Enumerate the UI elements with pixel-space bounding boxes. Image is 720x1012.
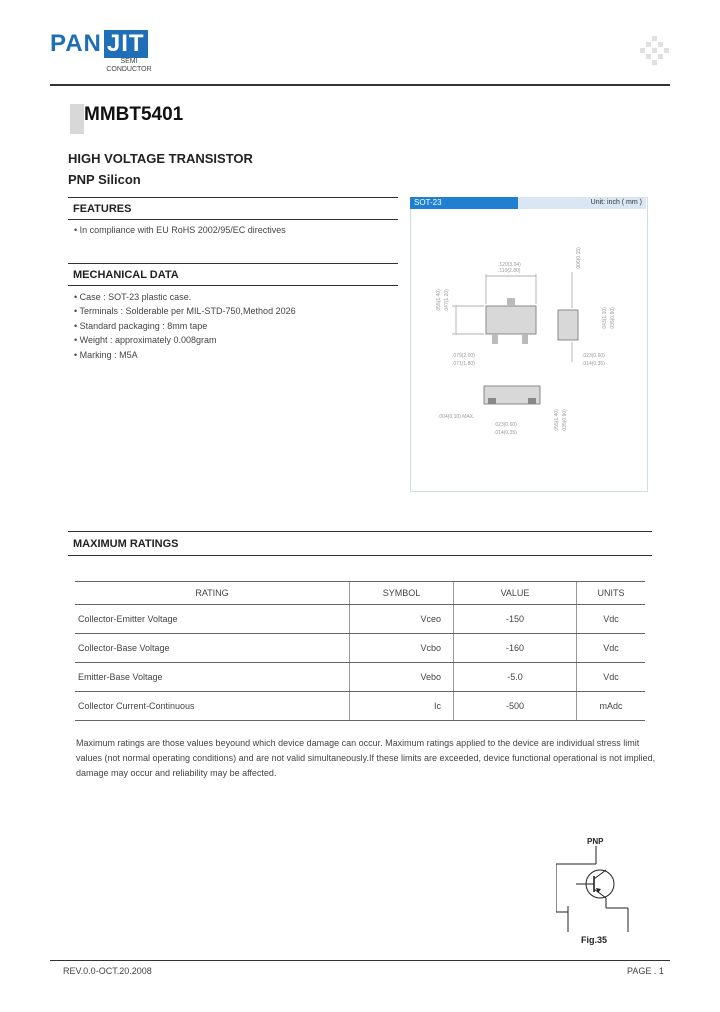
mechanical-item: • Marking : M5A: [74, 350, 138, 360]
revision-label: REV.0.0-OCT.20.2008: [63, 966, 152, 976]
brand-sub-line2: CONDUCTOR: [106, 66, 152, 73]
svg-text:.014(0.35): .014(0.35): [582, 361, 605, 367]
figure-caption: Fig.35: [581, 935, 608, 945]
brand-logo: [50, 30, 148, 58]
cell-units: Vdc: [577, 663, 646, 692]
col-value: VALUE: [454, 582, 577, 605]
mechanical-item: • Standard packaging : 8mm tape: [74, 321, 208, 331]
cell-symbol: Vcbo: [350, 634, 454, 663]
svg-text:.120(3.04): .120(3.04): [498, 262, 521, 268]
cell-units: Vdc: [577, 634, 646, 663]
feature-item: • In compliance with EU RoHS 2002/95/EC directives: [74, 225, 286, 235]
features-heading: FEATURES: [73, 203, 132, 215]
brand-text: PAN: [50, 30, 102, 57]
col-symbol: SYMBOL: [350, 582, 454, 605]
mechanical-item: • Case : SOT-23 plastic case.: [74, 292, 192, 302]
pnp-label: PNP: [587, 837, 604, 846]
cell-rating: Emitter-Base Voltage: [75, 663, 350, 692]
ratings-note: Maximum ratings are those values beyound which device damage can occur. Maximum ratings applied to the device are individual stress limit values (not normal operating conditions) and are not valid simultaneously.If these limits are exceeded, device functional operational is not implied, damage may occur and reliability may be affected.: [76, 738, 656, 778]
part-number-tab: [70, 104, 84, 134]
svg-text:.023(0.60): .023(0.60): [582, 353, 605, 359]
svg-text:.079(2.00): .079(2.00): [452, 353, 475, 359]
svg-text:.043(1.10): .043(1.10): [602, 307, 608, 330]
col-rating: RATING: [75, 582, 350, 605]
table-row: [75, 692, 645, 721]
svg-text:.071(1.80): .071(1.80): [452, 361, 475, 367]
page-number: PAGE . 1: [627, 966, 664, 976]
package-unit: Unit: inch ( mm ): [590, 199, 642, 206]
brand-sub-line1: SEMI: [120, 58, 138, 65]
sot23-outline-drawing: [412, 212, 644, 488]
cell-units: mAdc: [577, 692, 646, 721]
svg-text:.055(1.40): .055(1.40): [436, 289, 442, 312]
ratings-heading: MAXIMUM RATINGS: [73, 538, 179, 550]
features-top-rule: [68, 197, 398, 198]
table-header-row: [75, 582, 645, 605]
ratings-top-rule: [68, 531, 652, 532]
header-divider: [50, 84, 670, 86]
svg-text:.023(0.60): .023(0.60): [494, 422, 517, 428]
cell-rating: Collector-Emitter Voltage: [75, 605, 350, 634]
svg-text:.055(1.40): .055(1.40): [554, 409, 560, 432]
table-row: [75, 663, 645, 692]
brand-subtitle: [104, 58, 154, 74]
table-row: [75, 605, 645, 634]
pnp-transistor-symbol-icon: [556, 846, 640, 932]
footer-rule: [50, 960, 670, 961]
cell-value: -5.0: [454, 663, 577, 692]
mechanical-top-rule: [68, 263, 398, 264]
cell-value: -500: [454, 692, 577, 721]
table-row: [75, 634, 645, 663]
package-name: SOT-23: [410, 197, 522, 209]
svg-text:.004(0.10) MAX.: .004(0.10) MAX.: [438, 414, 475, 420]
cell-symbol: Vebo: [350, 663, 454, 692]
mechanical-item: • Weight : approximately 0.008gram: [74, 335, 217, 345]
mechanical-item: • Terminals : Solderable per MIL-STD-750,Method 2026: [74, 306, 296, 316]
brand-box-text: JIT: [104, 30, 148, 58]
col-units: UNITS: [577, 582, 646, 605]
cell-rating: Collector-Base Voltage: [75, 634, 350, 663]
mechanical-heading: MECHANICAL DATA: [73, 269, 179, 281]
device-title: HIGH VOLTAGE TRANSISTOR: [68, 151, 253, 166]
max-ratings-table: [75, 581, 645, 721]
svg-text:.047(1.20): .047(1.20): [444, 289, 450, 312]
cell-value: -160: [454, 634, 577, 663]
decorative-grid-icon: [640, 36, 670, 66]
svg-text:.035(0.90): .035(0.90): [562, 409, 568, 432]
features-bottom-rule: [68, 219, 398, 220]
device-subtitle: PNP Silicon: [68, 172, 141, 187]
svg-text:.110(2.80): .110(2.80): [498, 268, 521, 274]
cell-value: -150: [454, 605, 577, 634]
svg-text:.014(0.35): .014(0.35): [494, 430, 517, 436]
part-number: MMBT5401: [84, 104, 184, 125]
package-unit-bar: [518, 197, 646, 209]
ratings-bottom-rule: [68, 555, 652, 556]
cell-symbol: Ic: [350, 692, 454, 721]
svg-text:.006(0.15): .006(0.15): [576, 247, 582, 270]
cell-symbol: Vceo: [350, 605, 454, 634]
mechanical-bottom-rule: [68, 285, 398, 286]
cell-rating: Collector Current-Continuous: [75, 692, 350, 721]
svg-text:.035(0.90): .035(0.90): [610, 307, 616, 330]
cell-units: Vdc: [577, 605, 646, 634]
